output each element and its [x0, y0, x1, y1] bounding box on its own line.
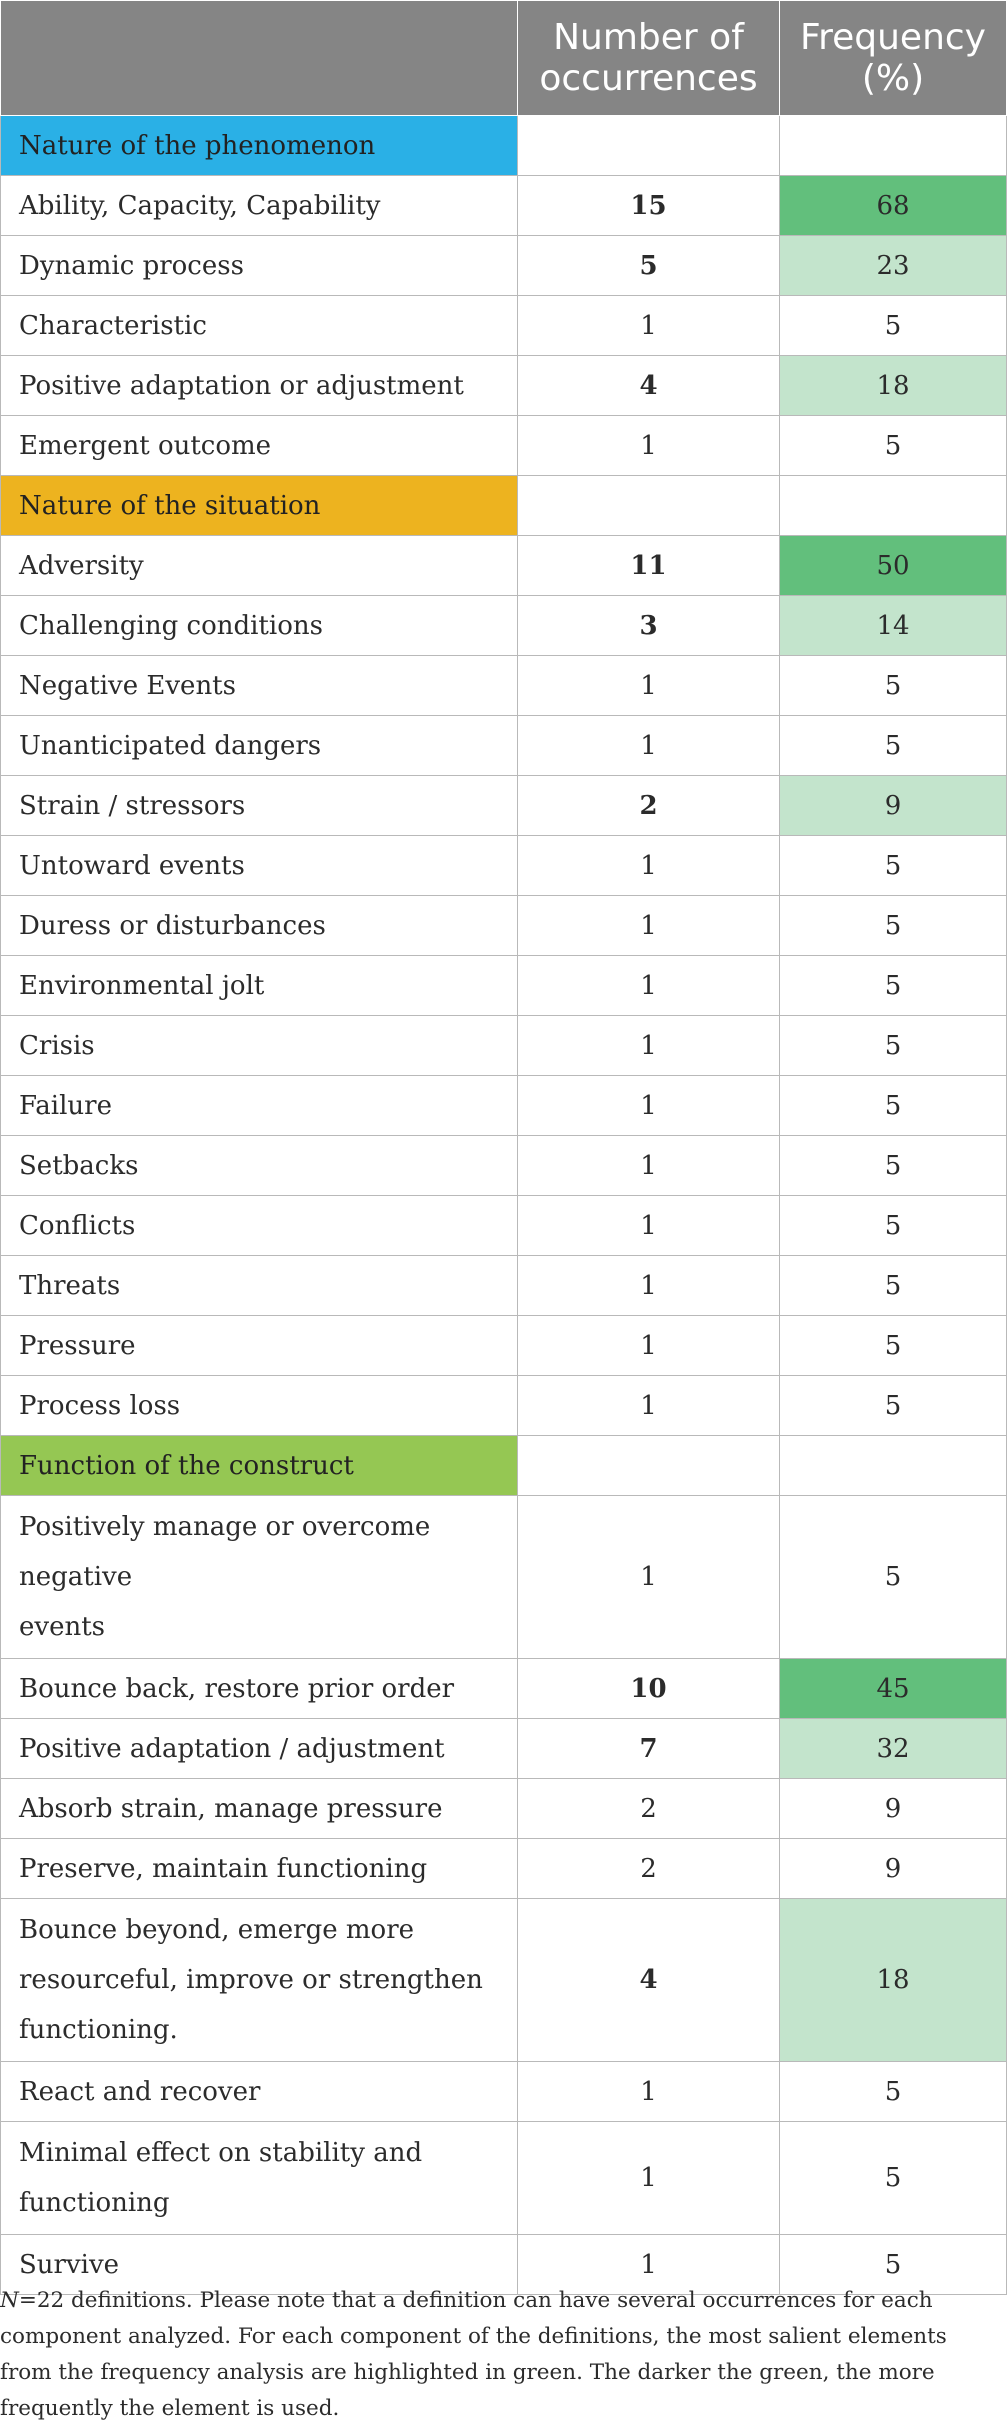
occurrence-count: 3	[518, 596, 780, 656]
category-empty-cell	[780, 1436, 1007, 1496]
frequency-percent: 5	[780, 1196, 1007, 1256]
row-label: Negative Events	[1, 656, 518, 716]
occurrence-count: 7	[518, 1719, 780, 1779]
table-body	[1, 116, 1007, 2295]
category-label: Function of the construct	[1, 1436, 518, 1496]
row-label: Environmental jolt	[1, 956, 518, 1016]
table-footnote	[0, 2283, 1000, 2427]
occurrence-count: 1	[518, 1196, 780, 1256]
row-label: Ability, Capacity, Capability	[1, 176, 518, 236]
occurrence-count: 1	[518, 1376, 780, 1436]
frequency-percent: 5	[780, 836, 1007, 896]
table-row	[1, 896, 1007, 956]
frequency-percent: 5	[780, 716, 1007, 776]
table-row	[1, 1376, 1007, 1436]
occurrence-count: 4	[518, 1899, 780, 2062]
category-empty-cell	[780, 476, 1007, 536]
row-label: Survive	[1, 2235, 518, 2295]
frequency-percent: 5	[780, 296, 1007, 356]
occurrence-count: 1	[518, 1316, 780, 1376]
table-row	[1, 596, 1007, 656]
frequency-percent: 9	[780, 776, 1007, 836]
category-row	[1, 1436, 1007, 1496]
table-row	[1, 356, 1007, 416]
row-label: Pressure	[1, 1316, 518, 1376]
row-label: Setbacks	[1, 1136, 518, 1196]
table-row	[1, 1659, 1007, 1719]
row-label: Conflicts	[1, 1196, 518, 1256]
occurrence-count: 1	[518, 956, 780, 1016]
row-label: Threats	[1, 1256, 518, 1316]
frequency-percent: 5	[780, 1136, 1007, 1196]
frequency-percent: 9	[780, 1839, 1007, 1899]
footnote-n-symbol: N	[0, 2288, 19, 2313]
row-label: Failure	[1, 1076, 518, 1136]
occurrence-count: 2	[518, 1779, 780, 1839]
frequency-percent: 68	[780, 176, 1007, 236]
occurrence-count: 5	[518, 236, 780, 296]
occurrence-count: 1	[518, 896, 780, 956]
occurrence-count: 1	[518, 1136, 780, 1196]
table-row	[1, 1899, 1007, 2062]
row-label: Characteristic	[1, 296, 518, 356]
frequency-percent: 5	[780, 1076, 1007, 1136]
table-row	[1, 2062, 1007, 2122]
frequency-percent: 5	[780, 656, 1007, 716]
table-row	[1, 1719, 1007, 1779]
occurrence-count: 1	[518, 296, 780, 356]
frequency-percent: 18	[780, 356, 1007, 416]
table-row	[1, 1076, 1007, 1136]
table-row	[1, 1496, 1007, 1659]
occurrence-count: 1	[518, 836, 780, 896]
table-row	[1, 1779, 1007, 1839]
frequency-percent: 5	[780, 1256, 1007, 1316]
occurrence-count: 1	[518, 716, 780, 776]
frequency-percent: 23	[780, 236, 1007, 296]
frequency-percent: 5	[780, 1496, 1007, 1659]
row-label: Crisis	[1, 1016, 518, 1076]
occurrence-count: 1	[518, 416, 780, 476]
row-label: Challenging conditions	[1, 596, 518, 656]
frequency-percent: 14	[780, 596, 1007, 656]
table-row	[1, 836, 1007, 896]
frequency-percent: 5	[780, 1016, 1007, 1076]
row-label: Bounce beyond, emerge more resourceful, improve or strengthen functioning.	[1, 1899, 518, 2062]
occurrence-count: 1	[518, 1016, 780, 1076]
row-label: Minimal effect on stability and functioning	[1, 2122, 518, 2235]
table-row	[1, 1016, 1007, 1076]
frequency-percent: 45	[780, 1659, 1007, 1719]
row-label: Untoward events	[1, 836, 518, 896]
occurrence-count: 15	[518, 176, 780, 236]
table-row	[1, 1316, 1007, 1376]
table-row	[1, 1256, 1007, 1316]
row-label: Positively manage or overcome negative events	[1, 1496, 518, 1659]
row-label: Adversity	[1, 536, 518, 596]
table-row	[1, 2122, 1007, 2235]
header-frequency: Frequency (%)	[780, 1, 1007, 116]
occurrence-count: 1	[518, 1496, 780, 1659]
table-header-row	[1, 1, 1007, 116]
category-row	[1, 116, 1007, 176]
row-label: Emergent outcome	[1, 416, 518, 476]
occurrence-count: 4	[518, 356, 780, 416]
frequency-percent: 5	[780, 2235, 1007, 2295]
table-row	[1, 236, 1007, 296]
row-label: Positive adaptation or adjustment	[1, 356, 518, 416]
table-row	[1, 296, 1007, 356]
row-label: Strain / stressors	[1, 776, 518, 836]
table-row	[1, 656, 1007, 716]
frequency-percent: 5	[780, 896, 1007, 956]
occurrence-count: 1	[518, 656, 780, 716]
row-label: Positive adaptation / adjustment	[1, 1719, 518, 1779]
occurrence-count: 1	[518, 2122, 780, 2235]
occurrence-count: 2	[518, 1839, 780, 1899]
category-empty-cell	[518, 116, 780, 176]
frequency-percent: 9	[780, 1779, 1007, 1839]
category-label: Nature of the situation	[1, 476, 518, 536]
category-row	[1, 476, 1007, 536]
occurrence-count: 1	[518, 2062, 780, 2122]
category-empty-cell	[518, 476, 780, 536]
frequency-percent: 5	[780, 1376, 1007, 1436]
occurrence-count: 1	[518, 2235, 780, 2295]
occurrence-count: 1	[518, 1256, 780, 1316]
table-row	[1, 716, 1007, 776]
frequency-percent: 5	[780, 2062, 1007, 2122]
occurrence-count: 2	[518, 776, 780, 836]
table-row	[1, 536, 1007, 596]
row-label: Bounce back, restore prior order	[1, 1659, 518, 1719]
row-label: Process loss	[1, 1376, 518, 1436]
occurrence-count: 1	[518, 1076, 780, 1136]
frequency-percent: 5	[780, 956, 1007, 1016]
table-row	[1, 1839, 1007, 1899]
table-row	[1, 956, 1007, 1016]
frequency-percent: 5	[780, 416, 1007, 476]
frequency-percent: 50	[780, 536, 1007, 596]
frequency-percent: 5	[780, 1316, 1007, 1376]
row-label: Duress or disturbances	[1, 896, 518, 956]
category-empty-cell	[518, 1436, 780, 1496]
table-row	[1, 1196, 1007, 1256]
frequency-percent: 5	[780, 2122, 1007, 2235]
table-row	[1, 176, 1007, 236]
row-label: Dynamic process	[1, 236, 518, 296]
row-label: Unanticipated dangers	[1, 716, 518, 776]
table-row	[1, 416, 1007, 476]
header-occurrences: Number of occurrences	[518, 1, 780, 116]
frequency-percent: 32	[780, 1719, 1007, 1779]
footnote-text: =22 definitions. Please note that a definition can have several occurrences for each component analyzed. For each component of the definitions, the most salient elements from the frequency analysis are highlighted in green. The darker the green, the more frequently the element is used.	[0, 2288, 947, 2421]
row-label: Absorb strain, manage pressure	[1, 1779, 518, 1839]
category-empty-cell	[780, 116, 1007, 176]
header-component	[1, 1, 518, 116]
row-label: React and recover	[1, 2062, 518, 2122]
row-label: Preserve, maintain functioning	[1, 1839, 518, 1899]
table-row	[1, 1136, 1007, 1196]
category-label: Nature of the phenomenon	[1, 116, 518, 176]
frequency-percent: 18	[780, 1899, 1007, 2062]
table-row	[1, 776, 1007, 836]
occurrence-count: 11	[518, 536, 780, 596]
occurrence-count: 10	[518, 1659, 780, 1719]
